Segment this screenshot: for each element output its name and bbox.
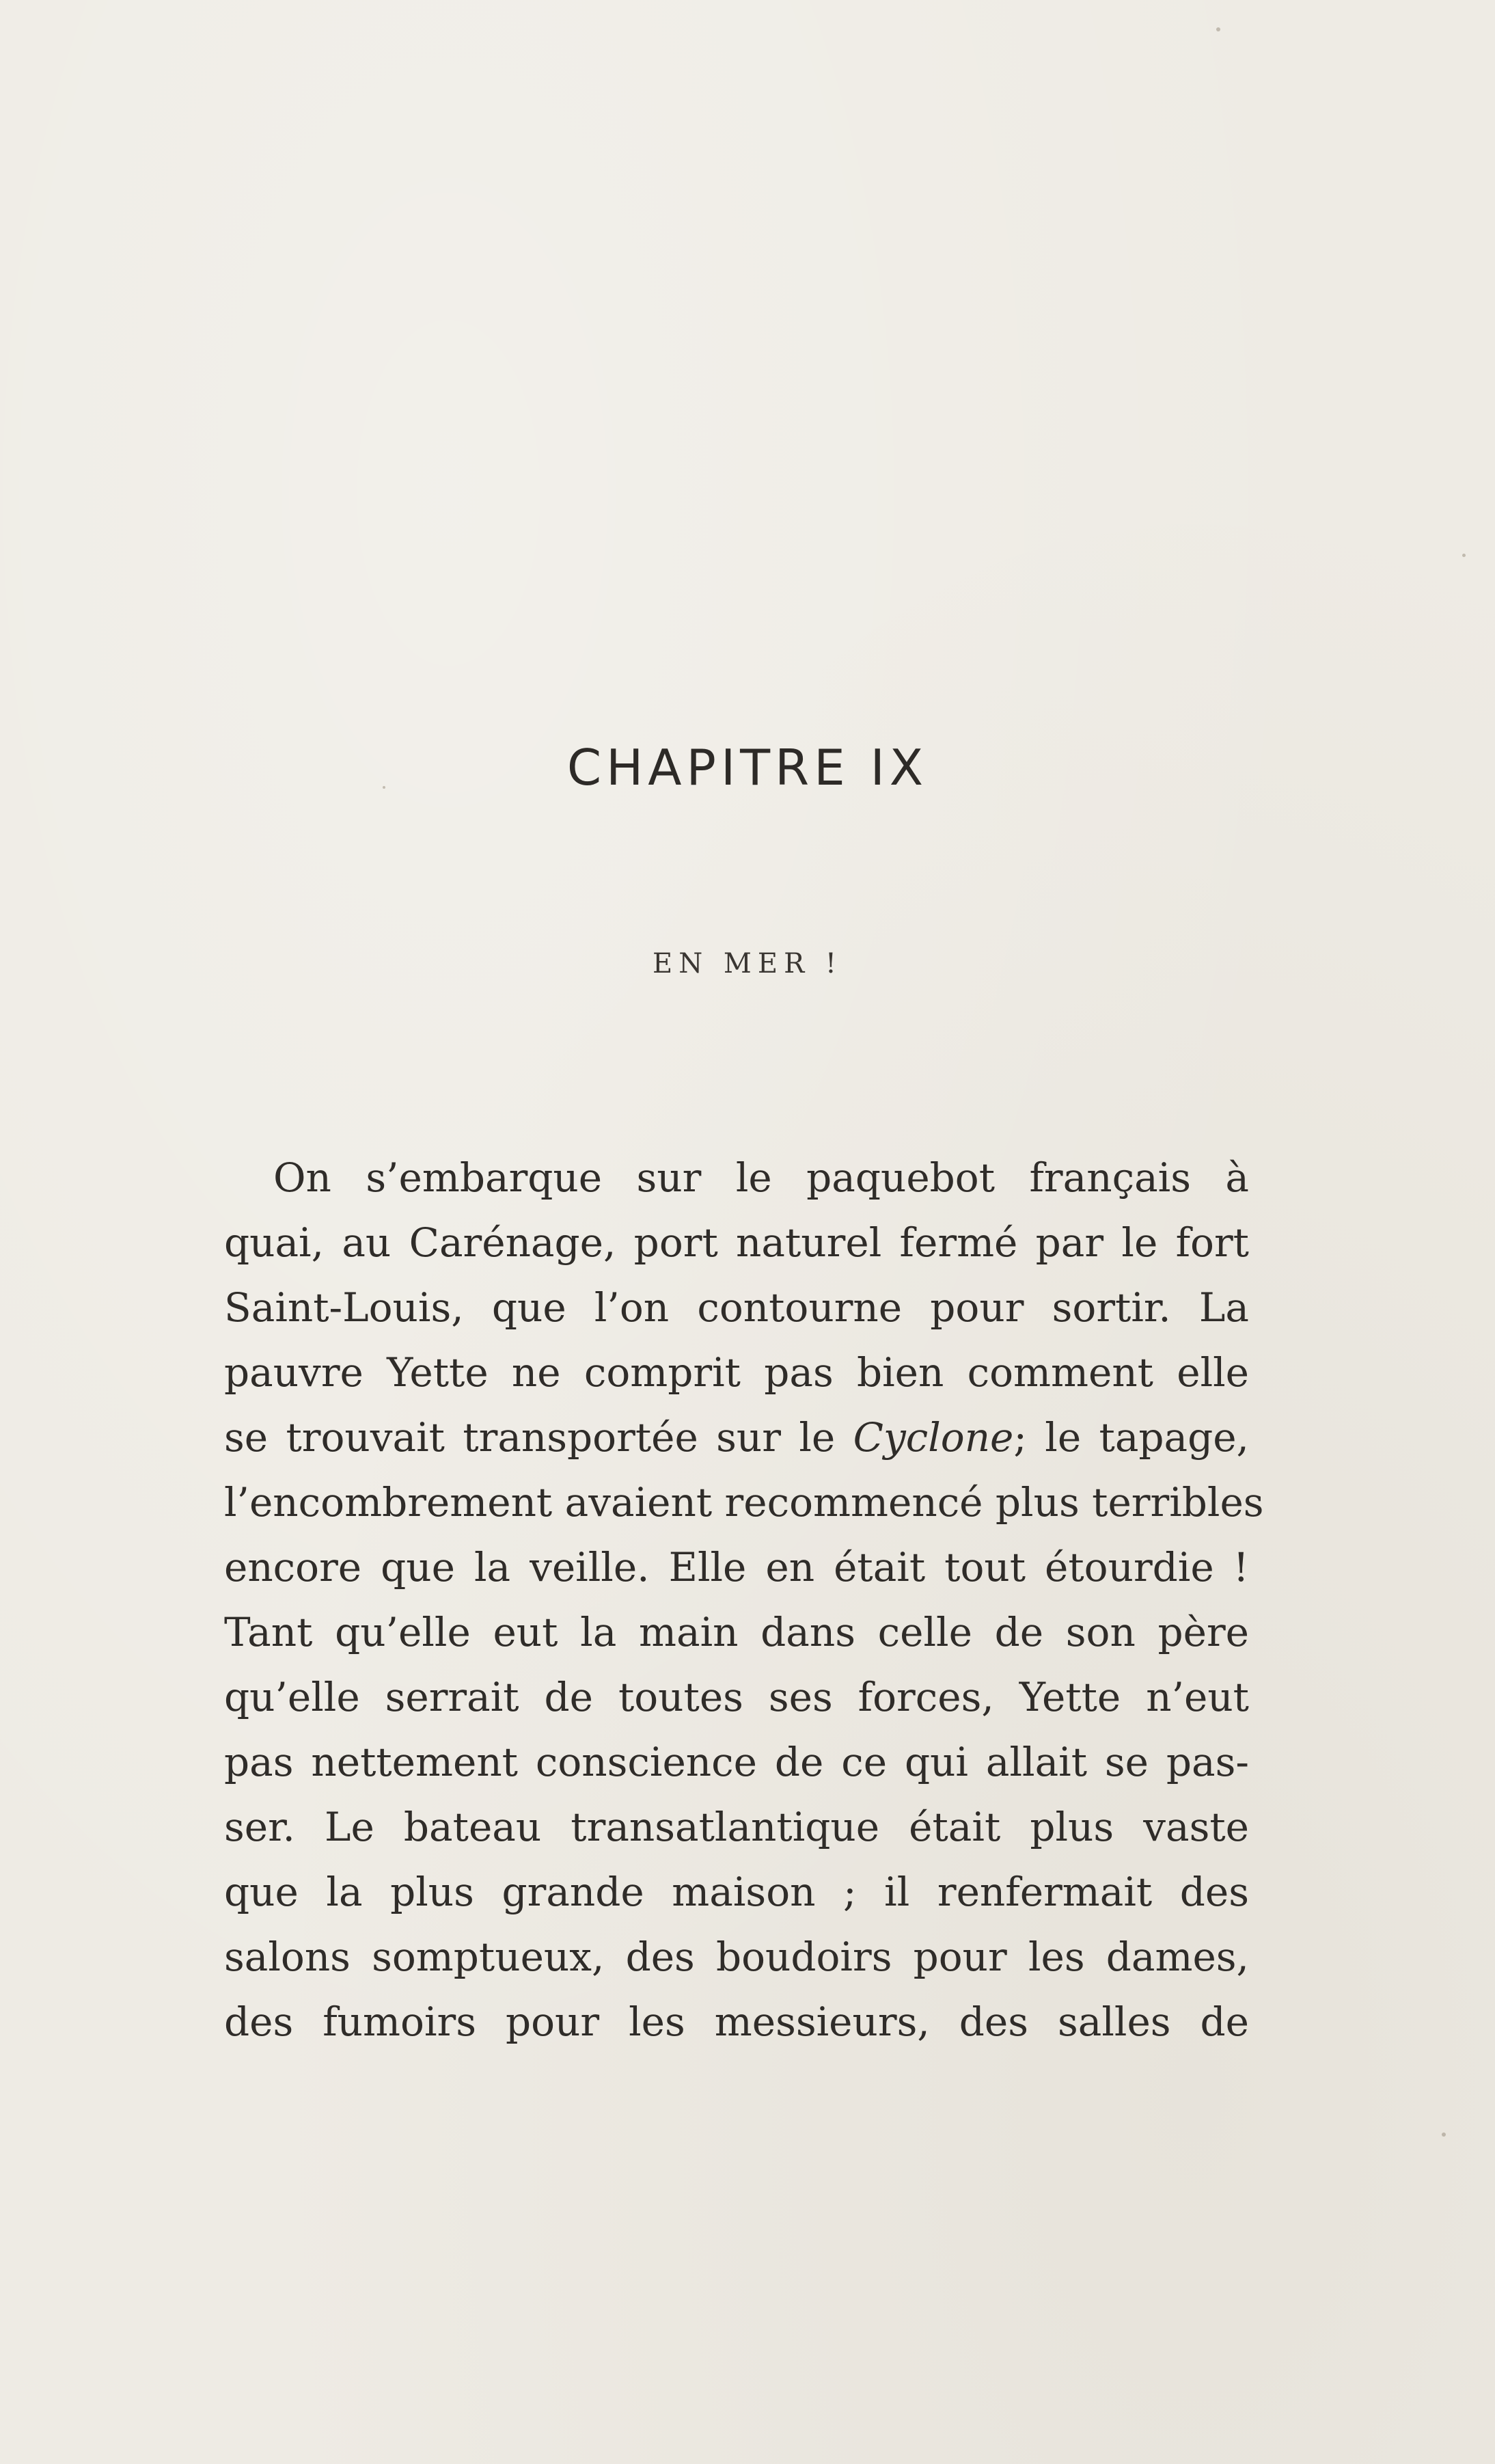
paper-speck — [1462, 554, 1466, 557]
text-line-8: Tant qu’elle eut la main dans celle de son père — [224, 1609, 1249, 1655]
text-line-11: ser. Le bateau transatlantique était plus vaste — [224, 1804, 1249, 1850]
paper-speck — [1216, 27, 1220, 31]
text-line-4: pauvre Yette ne comprit pas bien comment elle — [224, 1349, 1249, 1396]
text-line-5-end: ; le tapage, — [1013, 1414, 1249, 1461]
text-line-2: quai, au Carénage, port naturel fermé par le fort — [224, 1219, 1249, 1266]
chapter-subtitle: EN MER ! — [653, 948, 842, 979]
chapter-title: CHAPITRE IX — [566, 739, 929, 796]
text-line-5 — [224, 1405, 1249, 1470]
text-line-10: pas nettement conscience de ce qui allait se pas- — [224, 1739, 1249, 1785]
text-line-14: des fumoirs pour les messieurs, des salles de — [224, 1999, 1249, 2045]
text-line-5-start: se trouvait transportée sur le — [224, 1414, 853, 1461]
text-line-9: qu’elle serrait de toutes ses forces, Yette n’eut — [224, 1674, 1249, 1720]
paper-speck — [1442, 2133, 1446, 2137]
text-line-1: On s’embarque sur le paquebot français à — [273, 1154, 1249, 1201]
ship-name: Cyclone — [853, 1414, 1014, 1461]
text-line-13: salons somptueux, des boudoirs pour les dames, — [224, 1934, 1249, 1980]
text-line-3: Saint-Louis, que l’on contourne pour sortir. La — [224, 1284, 1249, 1331]
body-paragraph — [224, 1146, 1264, 2055]
text-line-7: encore que la veille. Elle en était tout étourdie ! — [224, 1544, 1249, 1590]
text-line-6: l’encombrement avaient recommencé plus terribles — [224, 1479, 1264, 1526]
text-line-12: que la plus grande maison ; il renfermait des — [224, 1869, 1249, 1915]
